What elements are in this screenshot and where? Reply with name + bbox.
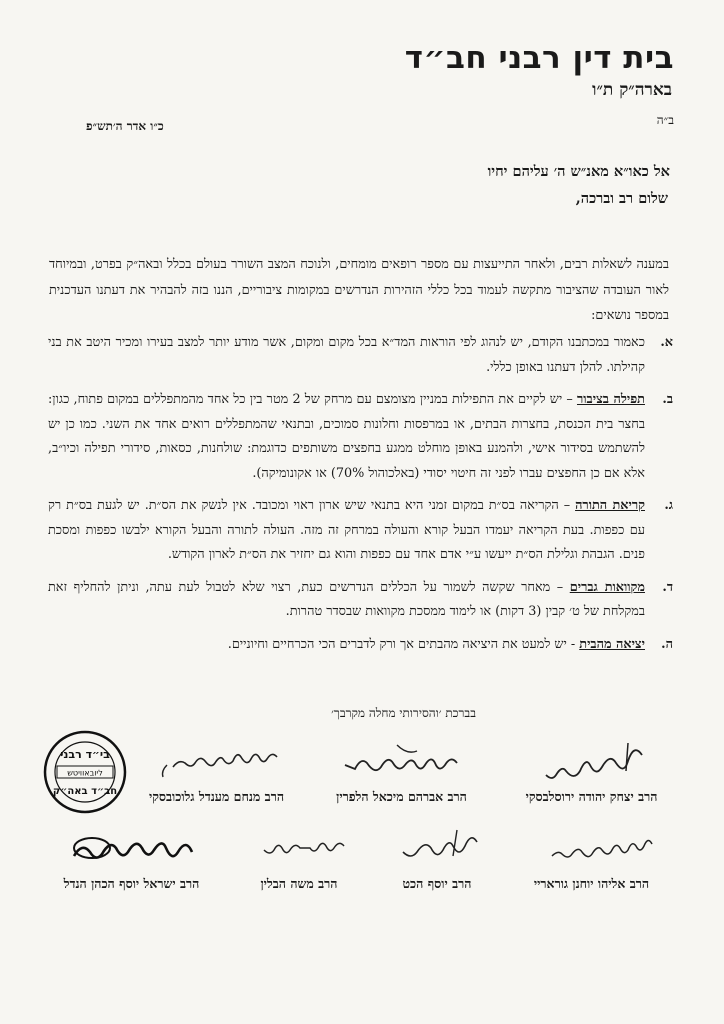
signatory-name: הרב יצחק יהודה ירוסלבסקי (525, 789, 658, 804)
item-heading: יציאה מהבית (579, 636, 645, 652)
topics-list (48, 331, 673, 665)
item-number: א. (660, 335, 673, 350)
signature-block (314, 735, 489, 805)
item-number: ד. (662, 579, 673, 595)
letterhead-subtitle: בארה״ק ת״ו (592, 80, 672, 100)
item-text: – יש לקיים את התפילות במניין מצומצם עם מרחק של 2 מטר בין כל אחד מהמתפללים במקום פתוח, כגון: בחצר בית הכנסת, בחצרות הבתים, או במרפסות וחלונות סמוכים, ובתנאי שהמתפללים רואים אחד את השני. כמו כן יש להשתמש בסידור אישי, ולהמנע באופן מוחלט ממגע בחפצים משותפים כדוגמת: שולחנות, כסאות, סידורי תפילה וכיו״ב, אלא אם כן החפצים עברו לפני זה חיטוי יסודי (באלכוהול 70%) או אקונומיקה). (48, 392, 645, 481)
handwritten-signature-icon (62, 822, 202, 872)
handwritten-signature-icon (337, 735, 467, 785)
closing-blessing: בברכת ׳והסירותי מחלה מקרבך׳ (331, 706, 476, 720)
list-item (48, 576, 673, 625)
stamp-seal-icon (43, 730, 127, 814)
addressee-line: אל כאו״א מאנ״ש ה׳ עליהם יחיו (487, 163, 670, 180)
signatory-name: הרב אליהו יוחנן גוראריי (533, 876, 650, 891)
item-heading: מקוואות גברים (569, 579, 645, 595)
letterhead-title: בית דין רבני חב״ד (404, 40, 674, 76)
signatory-name: הרב מנחם מענדל גלוכובסקי (148, 789, 285, 804)
handwritten-signature-icon (244, 822, 354, 872)
signature-block (39, 822, 224, 892)
signature-block (504, 735, 679, 805)
handwritten-signature-icon (147, 735, 287, 785)
letter-date: כ״ו אדר ה׳תש״פ (86, 119, 164, 133)
item-text: – הקריאה בס״ת במקום זמני היא בתנאי שיש ארון ראוי ומכובד. אין לנשק את הס״ת. יש לגעת בס״ת רק עם כפפות. בעת הקריאה יעמדו הבעל קורא והעולה במרחק זה מזה. העולה לתורה והבעל הקורא ילבשו כפפות ומסכת פנים. הגבהת וגלילת הס״ת ייעשו ע״י אדם אחד עם כפפות והוא גם יחזיר את הס״ת לארון הקודש. (48, 498, 645, 562)
handwritten-signature-icon (522, 822, 662, 872)
list-item (48, 388, 673, 486)
signature-block (372, 822, 502, 892)
item-text: כאמור במכתבנו הקודם, יש לנהוג לפי הוראות המד״א בכל מקום ומקום, אשר מודע יותר למצב בעירו ומכיר היטב את בני קהילתו. להלן דעתנו באופן כללי. (48, 335, 645, 375)
signatory-name: הרב משה הבלין (260, 876, 338, 891)
signatory-name: הרב אברהם מיכאל הלפרין (336, 789, 467, 804)
item-heading: קריאת התורה (575, 498, 645, 513)
salutation-line: שלום רב וברכה, (575, 190, 668, 207)
item-heading: תפילה בציבור (576, 392, 645, 407)
item-text: - יש למעט את היציאה מהבתים אך ורק לדברים הכי הכרחיים וחיוניים. (227, 636, 580, 652)
beit-din-stamp (43, 730, 127, 814)
signatory-name: הרב ישראל יוסף הכהן הנדל (63, 876, 200, 891)
list-item (48, 633, 673, 658)
signature-block (124, 735, 309, 805)
handwritten-signature-icon (532, 735, 652, 785)
signatory-name: הרב יוסף הכט (402, 876, 472, 891)
item-number: ג. (664, 498, 673, 513)
list-item (48, 331, 673, 380)
intro-paragraph: במענה לשאלות רבים, ולאחר התייעצות עם מספר רופאים מומחים, ולנוכח המצב השורר בעולם בכלל ובאה״ק בפרט, ובמיוחד לאור העובדה שהציבור מתקשה לעמוד בכל כללי הזהירות הנדרשים במקומות ציבוריים, הננו בזה להבהיר את דעתנו העדכנית במספר נושאים: (49, 257, 669, 323)
item-text: – מאחר שקשה לשמור על הכללים הנדרשים כעת, רצוי שלא לטבול לעת עתה, וניתן להחליף זאת במקלחת של ט׳ קבין (3 דקות) או לימוד ממסכת מקוואות שבסדר טהרות. (48, 579, 645, 619)
handwritten-signature-icon (387, 822, 487, 872)
item-number: ב. (662, 392, 673, 407)
item-number: ה. (661, 636, 673, 652)
signature-block (229, 822, 369, 892)
bh-mark: ב״ה (656, 113, 674, 127)
stamp-middle-text: ליובאוויטש (67, 768, 103, 778)
stamp-bottom-text: חב״ד באה״ק (52, 786, 118, 797)
signature-block (504, 822, 679, 892)
list-item (48, 494, 673, 568)
stamp-top-text: בי״ד רבני (60, 748, 110, 761)
